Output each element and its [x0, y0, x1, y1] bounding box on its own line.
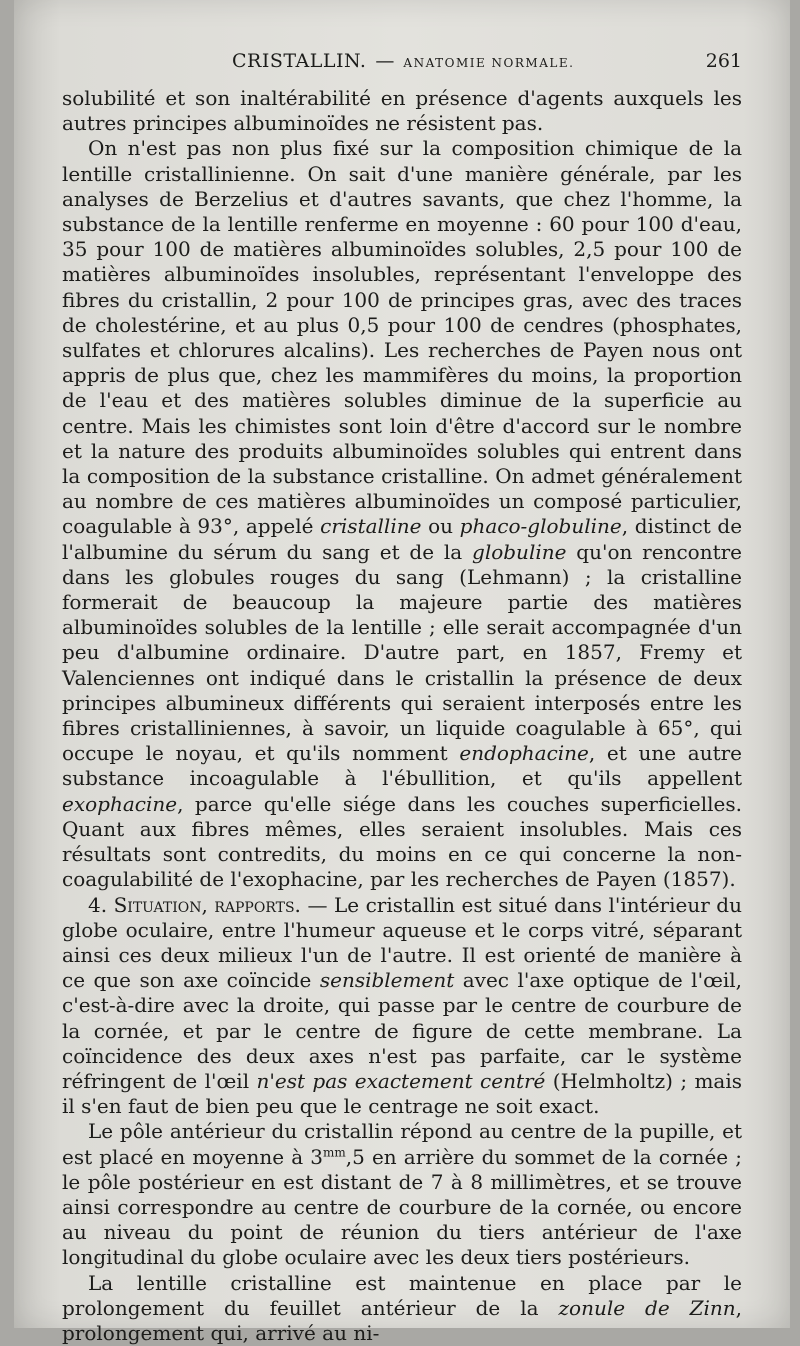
paragraph-composition: On n'est pas non plus fixé sur la composition chimique de la lentille cristallinienne. On sait d'une manière générale, par les analyses de Berzelius et d'autres savants, que chez l'homme, la substance de la lentille renferme en moyenne : 60 pour 100 d'eau, 35 pour 100 de matières albuminoïdes solubles, 2,5 pour 100 de matières albuminoïdes insolubles, représentant l'enveloppe des fibres du cristallin, 2 pour 100 de principes gras, avec des traces de cholestérine, et au plus 0,5 pour 100 de cendres (phosphates, sulfates et chlorures alcalins). Les recherches de Payen nous ont appris de plus que, chez les mammifères du moins, la proportion de l'eau et des matières solubles diminue de la superficie au centre. Mais les chimistes sont loin d'être d'accord sur le nombre et la nature des produits albuminoïdes solubles qui entrent dans la composition de la substance cristalline. On admet généralement au nombre de ces matières albuminoïdes un composé particulier, coagulable à 93°, appelé cristalline ou phaco-globuline, distinct de l'albumine du sérum du sang et de la globuline qu'on rencontre dans les globules rouges du sang (Lehmann) ; la cristalline formerait de beaucoup la majeure partie des matières albuminoïdes solubles de la lentille ; elle serait accompagnée d'un peu d'albumine ordinaire. D'autre part, en 1857, Fremy et Valenciennes ont indiqué dans le cristallin la présence de deux principes albumineux différents qui seraient interposés entre les fibres cristalliniennes, à savoir, un liquide coagulable à 65°, qui occupe le noyau, et qu'ils nomment endophacine, et une autre substance incoagulable à l'ébullition, et qu'ils appellent exophacine, parce qu'elle siége dans les couches superficielles. Quant aux fibres mêmes, elles seraient insolubles. Mais ces résultats sont contredits, du moins en ce qui concerne la non-coagulabilité de l'exophacine, par les recherches de Payen (1857).	[62, 136, 743, 892]
paragraph-situation: 4. Situation, rapports. — Le cristallin est situé dans l'intérieur du globe oculaire, entre l'humeur aqueuse et le corps vitré, séparant ainsi ces deux milieux l'un de l'autre. Il est orienté de manière à ce que son axe coïncide sensiblement avec l'axe optique de l'œil, c'est-à-dire avec la droite, qui passe par le centre de courbure de la cornée, et par le centre de figure de cette membrane. La coïncidence des deux axes n'est pas parfaite, car le système réfringent de l'œil n'est pas exactement centré (Helmholtz) ; mais il s'en faut de bien peu que le centrage ne soit exact.	[62, 892, 743, 1119]
page-content	[62, 50, 742, 1346]
paragraph-poles: Le pôle antérieur du cristallin répond au centre de la pupille, et est placé en moyenne à $3^{mm},5$ en arrière du sommet de la cornée ; le pôle postérieur en est distant de 7 à 8 millimètres, et se trouve ainsi correspondre au centre de courbure de la cornée, ou encore au niveau du point de réunion du tiers antérieur de l'axe longitudinal du globe oculaire avec les deux tiers postérieurs.	[62, 1119, 742, 1270]
book-page	[14, 0, 790, 1345]
paragraph-lentille: La lentille cristalline est maintenue en place par le prolongement du feuillet antérieur de la zonule de Zinn, prolongement qui, arrivé au ni-	[62, 1270, 743, 1345]
section-title: ANATOMIE NORMALE.	[403, 56, 575, 70]
page-number: 261	[705, 50, 742, 72]
running-header	[62, 50, 742, 82]
section-heading: Situation, rapports.	[113, 892, 301, 917]
header-dash: —	[375, 50, 395, 72]
paragraph-continuation: solubilité et son inaltérabilité en présence d'agents auxquels les autres principes albuminoïdes ne résistent pas.	[62, 86, 742, 136]
running-title: CRISTALLIN.	[232, 50, 367, 72]
